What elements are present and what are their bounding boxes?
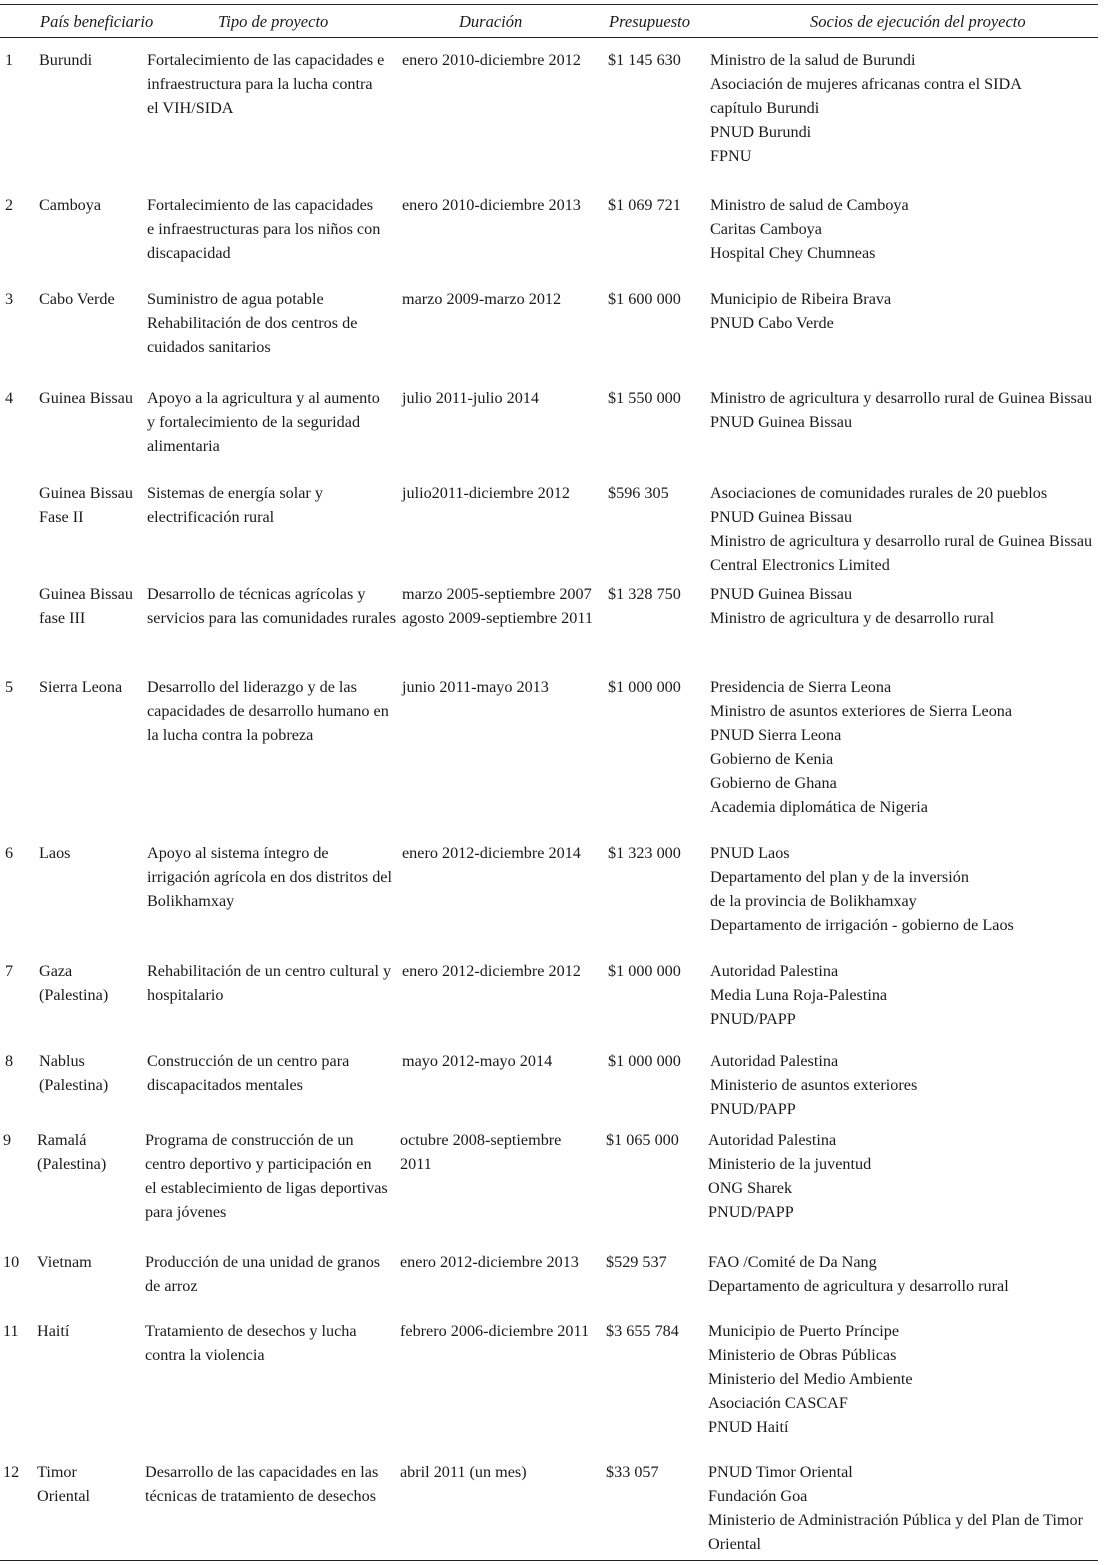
cell-socios <box>710 386 1092 434</box>
cell-tipo-line: cuidados sanitarios <box>147 338 271 356</box>
cell-socios-line: PNUD Guinea Bissau <box>710 585 853 603</box>
cell-pais <box>37 1319 69 1343</box>
cell-socios-line: Ministro de la salud de Burundi <box>710 51 916 69</box>
cell-tipo-line: Desarrollo de técnicas agrícolas y <box>147 585 366 603</box>
cell-duracion-line: octubre 2008-septiembre <box>400 1131 562 1149</box>
cell-duracion-line: marzo 2009-marzo 2012 <box>402 290 562 308</box>
cell-duracion-line: enero 2012-diciembre 2014 <box>402 844 581 862</box>
cell-socios-line: FPNU <box>710 147 752 165</box>
cell-tipo-line: infraestructura para la lucha contra <box>147 75 373 93</box>
header-rule <box>0 37 1098 38</box>
header-socios: Socios de ejecución del proyecto <box>810 12 1026 31</box>
cell-presupuesto <box>608 287 681 311</box>
cell-tipo <box>145 1319 357 1367</box>
cell-tipo <box>147 193 380 265</box>
cell-tipo-line: el establecimiento de ligas deportivas <box>145 1179 388 1197</box>
cell-tipo-line: el VIH/SIDA <box>147 99 234 117</box>
cell-pais <box>37 1460 90 1508</box>
cell-tipo-line: discapacitados mentales <box>147 1076 303 1094</box>
cell-pais-line: Haití <box>37 1322 70 1340</box>
cell-duracion <box>402 1049 552 1073</box>
row-number <box>5 193 13 217</box>
cell-socios-line: Hospital Chey Chumneas <box>710 244 876 262</box>
row-number <box>5 1049 13 1073</box>
cell-tipo-line: Construcción de un centro para <box>147 1052 350 1070</box>
cell-socios-line: Gobierno de Ghana <box>710 774 837 792</box>
cell-socios-line: capítulo Burundi <box>710 99 820 117</box>
cell-duracion <box>400 1319 589 1343</box>
cell-tipo-line: Suministro de agua potable <box>147 290 324 308</box>
row-number <box>3 1460 19 1484</box>
cell-socios-line: PNUD Laos <box>710 844 790 862</box>
cell-socios-line: Media Luna Roja-Palestina <box>710 986 888 1004</box>
cell-socios-line: Fundación Goa <box>708 1487 808 1505</box>
cell-tipo <box>147 287 357 359</box>
cell-duracion-line: enero 2012-diciembre 2013 <box>400 1253 579 1271</box>
cell-presupuesto-line: $1 145 630 <box>608 51 681 69</box>
row-number <box>3 1319 19 1343</box>
cell-tipo-line: centro deportivo y participación en <box>145 1155 372 1173</box>
row-number <box>5 287 13 311</box>
cell-pais <box>37 1128 106 1176</box>
cell-tipo-line: Apoyo al sistema íntegro de <box>147 844 329 862</box>
cell-tipo-line: discapacidad <box>147 244 231 262</box>
cell-socios-line: Asociaciones de comunidades rurales de 20 pueblos <box>710 484 1048 502</box>
cell-tipo <box>147 959 391 1007</box>
cell-tipo-line: Fortalecimiento de las capacidades <box>147 196 374 214</box>
cell-socios-line: Autoridad Palestina <box>708 1131 837 1149</box>
cell-pais-line: (Palestina) <box>39 986 109 1004</box>
cell-socios-line: Caritas Camboya <box>710 220 822 238</box>
cell-presupuesto <box>606 1128 679 1152</box>
cell-socios <box>708 1319 913 1439</box>
cell-tipo-line: Apoyo a la agricultura y al aumento <box>147 389 380 407</box>
cell-presupuesto <box>608 386 681 410</box>
cell-socios <box>710 48 1022 168</box>
row-number <box>5 841 13 865</box>
cell-tipo-line: para jóvenes <box>145 1203 227 1221</box>
cell-tipo-line: alimentaria <box>147 437 220 455</box>
cell-presupuesto <box>606 1250 667 1274</box>
cell-socios <box>708 1128 871 1224</box>
cell-duracion-line: marzo 2005-septiembre 2007 <box>402 585 592 603</box>
cell-presupuesto <box>608 675 681 699</box>
cell-duracion-line: junio 2011-mayo 2013 <box>402 678 549 696</box>
cell-tipo-line: y fortalecimiento de la seguridad <box>147 413 361 431</box>
cell-duracion <box>400 1460 527 1484</box>
cell-socios-line: ONG Sharek <box>708 1179 793 1197</box>
cell-tipo <box>147 675 389 747</box>
cell-duracion-line: febrero 2006-diciembre 2011 <box>400 1322 590 1340</box>
cell-presupuesto-line: $596 305 <box>608 484 669 502</box>
cell-tipo-line: Producción de una unidad de granos <box>145 1253 381 1271</box>
row-number-line: 10 <box>3 1253 20 1271</box>
cell-tipo-line: Tratamiento de desechos y lucha <box>145 1322 357 1340</box>
cell-tipo <box>147 841 392 913</box>
cell-duracion <box>402 841 581 865</box>
cell-pais <box>39 1049 108 1097</box>
cell-duracion-line: julio 2011-julio 2014 <box>402 389 539 407</box>
cell-pais-line: fase III <box>39 609 86 627</box>
cell-socios <box>710 841 1014 937</box>
cell-presupuesto-line: $1 069 721 <box>608 196 681 214</box>
cell-tipo-line: Sistemas de energía solar y <box>147 484 323 502</box>
row-number-line: 4 <box>5 389 14 407</box>
cell-pais-line: Guinea Bissau <box>39 389 133 407</box>
cell-socios-line: Presidencia de Sierra Leona <box>710 678 892 696</box>
cell-tipo-line: Desarrollo del liderazgo y de las <box>147 678 357 696</box>
cell-duracion-line: agosto 2009-septiembre 2011 <box>402 609 593 627</box>
cell-tipo-line: Rehabilitación de dos centros de <box>147 314 358 332</box>
cell-socios-line: Academia diplomática de Nigeria <box>710 798 928 816</box>
cell-pais-line: Vietnam <box>37 1253 92 1271</box>
cell-presupuesto <box>608 1049 681 1073</box>
cell-pais-line: Oriental <box>37 1487 91 1505</box>
cell-tipo-line: de arroz <box>145 1277 198 1295</box>
cell-duracion <box>402 48 581 72</box>
row-number-line: 5 <box>5 678 14 696</box>
header-duracion: Duración <box>459 12 523 31</box>
cell-tipo <box>147 1049 349 1097</box>
cell-duracion-line: mayo 2012-mayo 2014 <box>402 1052 553 1070</box>
cell-pais <box>39 287 115 311</box>
cell-pais <box>39 481 133 529</box>
cell-duracion <box>402 582 593 630</box>
cell-socios-line: Autoridad Palestina <box>710 962 839 980</box>
cell-duracion <box>402 959 581 983</box>
cell-socios <box>710 193 909 265</box>
cell-socios-line: PNUD Burundi <box>710 123 812 141</box>
cell-socios-line: Ministro de asuntos exteriores de Sierra Leona <box>710 702 1013 720</box>
cell-presupuesto-line: $1 000 000 <box>608 1052 681 1070</box>
cell-duracion-line: enero 2010-diciembre 2013 <box>402 196 581 214</box>
cell-socios-line: PNUD Timor Oriental <box>708 1463 853 1481</box>
cell-pais-line: (Palestina) <box>37 1155 107 1173</box>
row-number <box>5 675 13 699</box>
row-number-line: 6 <box>5 844 14 862</box>
cell-pais <box>37 1250 92 1274</box>
cell-duracion-line: 2011 <box>400 1155 432 1173</box>
row-number <box>3 1128 11 1152</box>
cell-duracion-line: abril 2011 (un mes) <box>400 1463 527 1481</box>
cell-socios <box>710 959 887 1031</box>
cell-socios <box>708 1460 1083 1556</box>
cell-pais-line: (Palestina) <box>39 1076 109 1094</box>
cell-pais <box>39 841 70 865</box>
cell-presupuesto-line: $3 655 784 <box>606 1322 679 1340</box>
cell-tipo <box>145 1128 388 1224</box>
cell-socios <box>708 1250 1009 1298</box>
cell-presupuesto-line: $33 057 <box>606 1463 659 1481</box>
cell-socios-line: Ministro de agricultura y desarrollo rural de Guinea Bissau <box>710 389 1093 407</box>
cell-pais-line: Sierra Leona <box>39 678 123 696</box>
row-number-line: 9 <box>3 1131 12 1149</box>
cell-pais-line: Ramalá <box>37 1131 87 1149</box>
cell-socios-line: PNUD/PAPP <box>710 1010 796 1028</box>
cell-pais-line: Fase II <box>39 508 84 526</box>
cell-duracion <box>402 386 539 410</box>
row-number <box>5 386 13 410</box>
row-number <box>3 1250 19 1274</box>
cell-presupuesto <box>608 193 681 217</box>
cell-socios-line: Municipio de Puerto Príncipe <box>708 1322 900 1340</box>
cell-tipo-line: técnicas de tratamiento de desechos <box>145 1487 377 1505</box>
cell-presupuesto-line: $1 328 750 <box>608 585 681 603</box>
cell-socios-line: Ministerio del Medio Ambiente <box>708 1370 913 1388</box>
row-number-line: 11 <box>3 1322 19 1340</box>
cell-presupuesto <box>606 1460 659 1484</box>
cell-socios-line: Asociación CASCAF <box>708 1394 848 1412</box>
cell-socios-line: Gobierno de Kenia <box>710 750 834 768</box>
cell-socios <box>710 1049 917 1121</box>
cell-socios <box>710 675 1012 819</box>
cell-tipo-line: Bolikhamxay <box>147 892 235 910</box>
cell-duracion-line: julio2011-diciembre 2012 <box>402 484 570 502</box>
cell-pais-line: Guinea Bissau <box>39 585 133 603</box>
cell-tipo <box>145 1460 378 1508</box>
cell-duracion <box>400 1250 579 1274</box>
header-presupuesto: Presupuesto <box>609 12 690 31</box>
cell-presupuesto-line: $1 065 000 <box>606 1131 679 1149</box>
cell-tipo-line: Fortalecimiento de las capacidades e <box>147 51 385 69</box>
cell-presupuesto-line: $1 323 000 <box>608 844 681 862</box>
cell-presupuesto-line: $1 000 000 <box>608 678 681 696</box>
cell-tipo-line: contra la violencia <box>145 1346 265 1364</box>
cell-socios-line: Municipio de Ribeira Brava <box>710 290 892 308</box>
cell-presupuesto <box>608 48 681 72</box>
cell-pais <box>39 193 101 217</box>
cell-socios-line: Departamento de irrigación - gobierno de Laos <box>710 916 1014 934</box>
cell-socios-line: PNUD/PAPP <box>708 1203 794 1221</box>
cell-pais <box>39 675 122 699</box>
row-number-line: 2 <box>5 196 14 214</box>
cell-presupuesto <box>608 481 669 505</box>
cell-duracion-line: enero 2012-diciembre 2012 <box>402 962 581 980</box>
cell-tipo-line: Programa de construcción de un <box>145 1131 354 1149</box>
row-number-line: 12 <box>3 1463 20 1481</box>
cell-duracion <box>402 287 561 311</box>
cell-tipo-line: irrigación agrícola en dos distritos del <box>147 868 392 886</box>
cell-pais-line: Burundi <box>39 51 93 69</box>
cell-tipo-line: electrificación rural <box>147 508 275 526</box>
cell-tipo-line: e infraestructuras para los niños con <box>147 220 381 238</box>
cell-socios <box>710 582 994 630</box>
cell-socios <box>710 287 891 335</box>
cell-socios-line: Asociación de mujeres africanas contra el SIDA <box>710 75 1022 93</box>
cell-pais <box>39 386 133 410</box>
cell-socios-line: PNUD Guinea Bissau <box>710 413 853 431</box>
cell-pais-line: Laos <box>39 844 71 862</box>
cell-tipo-line: Rehabilitación de un centro cultural y <box>147 962 392 980</box>
cell-tipo-line: servicios para las comunidades rurales <box>147 609 397 627</box>
cell-tipo-line: la lucha contra la pobreza <box>147 726 314 744</box>
cell-socios-line: Departamento de agricultura y desarrollo rural <box>708 1277 1009 1295</box>
cell-socios-line: Autoridad Palestina <box>710 1052 839 1070</box>
cell-socios-line: PNUD Haití <box>708 1418 789 1436</box>
cell-pais-line: Guinea Bissau <box>39 484 133 502</box>
cell-pais-line: Gaza <box>39 962 73 980</box>
cell-duracion <box>400 1128 561 1176</box>
row-number <box>5 48 13 72</box>
cell-pais <box>39 959 108 1007</box>
top-rule <box>0 4 1098 5</box>
cell-tipo-line: hospitalario <box>147 986 224 1004</box>
cell-tipo <box>147 582 396 630</box>
cell-socios-line: Ministro de salud de Camboya <box>710 196 909 214</box>
cell-presupuesto-line: $1 550 000 <box>608 389 681 407</box>
row-number-line: 3 <box>5 290 14 308</box>
cell-tipo <box>145 1250 380 1298</box>
row-number-line: 7 <box>5 962 14 980</box>
cell-socios <box>710 481 1092 577</box>
cell-presupuesto <box>608 841 681 865</box>
cell-tipo <box>147 386 380 458</box>
cell-presupuesto <box>606 1319 679 1343</box>
cell-presupuesto <box>608 582 681 606</box>
cell-tipo <box>147 48 384 120</box>
cell-duracion <box>402 193 581 217</box>
bottom-rule <box>0 1560 1098 1561</box>
cell-pais <box>39 582 133 630</box>
cell-pais-line: Timor <box>37 1463 77 1481</box>
cell-socios-line: PNUD Guinea Bissau <box>710 508 853 526</box>
cell-presupuesto-line: $529 537 <box>606 1253 667 1271</box>
cell-socios-line: Oriental <box>708 1535 762 1553</box>
cell-duracion <box>402 481 570 505</box>
row-number-line: 1 <box>5 51 14 69</box>
header-tipo: Tipo de proyecto <box>218 12 329 31</box>
cell-socios-line: PNUD/PAPP <box>710 1100 796 1118</box>
row-number <box>5 959 13 983</box>
cell-pais-line: Cabo Verde <box>39 290 115 308</box>
cell-presupuesto <box>608 959 681 983</box>
cell-socios-line: Central Electronics Limited <box>710 556 890 574</box>
cell-socios-line: PNUD Sierra Leona <box>710 726 842 744</box>
cell-socios-line: Ministro de agricultura y de desarrollo rural <box>710 609 995 627</box>
cell-duracion <box>402 675 549 699</box>
cell-socios-line: Ministro de agricultura y desarrollo rural de Guinea Bissau <box>710 532 1093 550</box>
cell-tipo-line: Desarrollo de las capacidades en las <box>145 1463 379 1481</box>
cell-socios-line: Ministerio de la juventud <box>708 1155 872 1173</box>
row-number-line: 8 <box>5 1052 14 1070</box>
cell-presupuesto-line: $1 000 000 <box>608 962 681 980</box>
cell-pais-line: Camboya <box>39 196 102 214</box>
cell-socios-line: FAO /Comité de Da Nang <box>708 1253 877 1271</box>
cell-socios-line: Ministerio de Administración Pública y del Plan de Timor <box>708 1511 1083 1529</box>
cell-tipo <box>147 481 323 529</box>
header-pais: País beneficiario <box>40 12 154 31</box>
cell-socios-line: de la provincia de Bolikhamxay <box>710 892 917 910</box>
cell-pais-line: Nablus <box>39 1052 85 1070</box>
cell-presupuesto-line: $1 600 000 <box>608 290 681 308</box>
cell-pais <box>39 48 92 72</box>
cell-socios-line: Departamento del plan y de la inversión <box>710 868 969 886</box>
cell-socios-line: Ministerio de asuntos exteriores <box>710 1076 918 1094</box>
cell-tipo-line: capacidades de desarrollo humano en <box>147 702 389 720</box>
cell-duracion-line: enero 2010-diciembre 2012 <box>402 51 581 69</box>
cell-socios-line: Ministerio de Obras Públicas <box>708 1346 897 1364</box>
cell-socios-line: PNUD Cabo Verde <box>710 314 834 332</box>
